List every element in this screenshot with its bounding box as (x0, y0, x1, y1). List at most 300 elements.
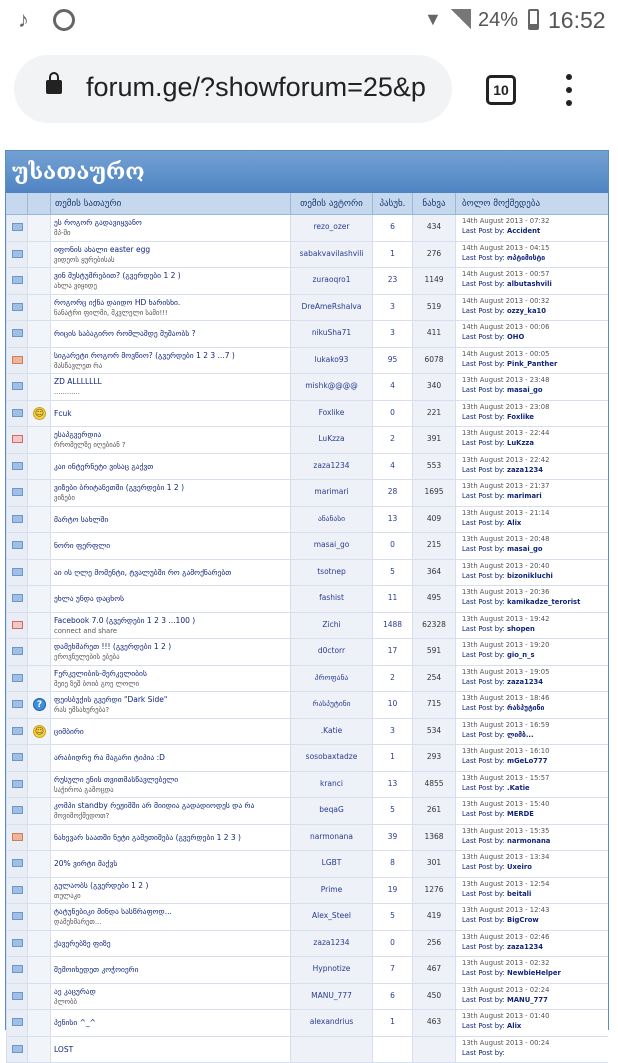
last-post-date[interactable]: 13th August 2013 - 00:24 (462, 1038, 604, 1048)
last-post-date[interactable]: 13th August 2013 - 16:10 (462, 746, 604, 756)
topic-link[interactable]: ქავერებზე ფიზე (54, 933, 287, 954)
last-post-user[interactable]: bizonikluchi (507, 572, 553, 580)
last-post-label: Last Post by: (462, 969, 505, 977)
envelope-icon (12, 886, 23, 894)
replies-count[interactable]: 0 (372, 533, 412, 559)
table-row[interactable] (6, 1037, 608, 1063)
table-row[interactable] (6, 560, 608, 587)
last-post-date[interactable]: 14th August 2013 - 07:32 (462, 216, 604, 226)
replies-count[interactable]: 4 (372, 454, 412, 480)
topic-cell (50, 957, 290, 983)
author-link[interactable]: zaza1234 (290, 454, 372, 480)
topic-link[interactable]: აი ის ღლე მომენტი, ტვალუბში რო გამოქნარებთ (54, 562, 287, 583)
topic-link[interactable]: კომპი standby რეჟიმში არ მიიდია გადადიოდეს და რა (54, 800, 287, 811)
author-link[interactable]: რასპუტინი (290, 692, 372, 718)
table-row[interactable] (6, 533, 608, 560)
author-link[interactable]: Prime (290, 878, 372, 904)
last-post-user[interactable]: albutashvili (507, 280, 552, 288)
envelope-icon (12, 833, 23, 841)
views-count: 591 (412, 639, 455, 665)
topic-link[interactable]: გულაობს (გვერდები 1 2 ) (54, 880, 287, 891)
table-row[interactable] (6, 692, 608, 719)
smiley-icon: ☺ (33, 725, 46, 738)
status-cell (6, 215, 27, 241)
table-row[interactable] (6, 772, 608, 799)
last-post-user[interactable]: MERDE (507, 810, 534, 818)
last-post-user[interactable]: Alix (507, 1022, 521, 1030)
tab-switcher-button[interactable]: 10 (486, 75, 516, 105)
replies-count[interactable]: 3 (372, 321, 412, 347)
replies-count[interactable]: 1 (372, 242, 412, 268)
last-post-date[interactable]: 13th August 2013 - 22:44 (462, 428, 604, 438)
status-cell (6, 1037, 27, 1063)
topic-link[interactable]: დამეხმარეთ !!! (გვერდები 1 2 ) (54, 641, 287, 652)
topic-cell (50, 560, 290, 586)
replies-count[interactable]: 6 (372, 984, 412, 1010)
author-link[interactable]: sosobaxtadze (290, 745, 372, 771)
table-row[interactable] (6, 374, 608, 401)
replies-count[interactable]: 2 (372, 666, 412, 692)
last-post-date[interactable]: 13th August 2013 - 18:46 (462, 693, 604, 703)
last-post-label: Last Post by: (462, 996, 505, 1004)
author-link[interactable]: DreAmeRshalva (290, 295, 372, 321)
last-post-user[interactable]: Alix (507, 519, 521, 527)
last-post-date[interactable]: 13th August 2013 - 21:14 (462, 508, 604, 518)
envelope-icon (12, 303, 23, 311)
topic-icon-cell (27, 613, 50, 639)
table-row[interactable] (6, 268, 608, 295)
table-row[interactable] (6, 454, 608, 481)
envelope-icon (12, 488, 23, 496)
views-count: 215 (412, 533, 455, 559)
last-post-user[interactable]: რასპუტინი (507, 704, 544, 712)
author-link[interactable]: zaza1234 (290, 931, 372, 957)
last-post-label: Last Post by: (462, 386, 505, 394)
topic-link[interactable]: კაი ინტერნეტი ვისაც გაქვთ (54, 456, 287, 477)
views-count: 467 (412, 957, 455, 983)
views-count: 293 (412, 745, 455, 771)
envelope-icon (12, 568, 23, 576)
header-replies[interactable]: პასუხ. (372, 193, 412, 215)
forum-title (6, 151, 608, 193)
last-post-cell (455, 242, 610, 268)
topic-link[interactable]: ნორი ფერფლი (54, 535, 287, 556)
header-views[interactable]: ნახვა (412, 193, 455, 215)
url-text[interactable]: forum.ge/?showforum=25&p (86, 72, 449, 103)
replies-count[interactable]: 3 (372, 719, 412, 745)
last-post-cell (455, 772, 610, 798)
topic-cell (50, 825, 290, 851)
topic-icon-cell (27, 560, 50, 586)
last-post-cell (455, 321, 610, 347)
author-link[interactable]: lukako93 (290, 348, 372, 374)
replies-count[interactable]: 1 (372, 1010, 412, 1036)
author-link[interactable] (290, 1037, 372, 1063)
topic-cell (50, 401, 290, 427)
replies-count[interactable]: 3 (372, 295, 412, 321)
topic-link[interactable]: ნახევარ საათში ნეტი გამეთიშება (გვერდები 1 2 3 ) (54, 827, 287, 848)
last-post-date[interactable]: 13th August 2013 - 02:32 (462, 958, 604, 968)
last-post-date[interactable]: 14th August 2013 - 00:57 (462, 269, 604, 279)
author-link[interactable]: LGBT (290, 851, 372, 877)
replies-count[interactable]: 8 (372, 851, 412, 877)
topic-cell (50, 878, 290, 904)
topic-link[interactable]: აე კაცურად (54, 986, 287, 997)
address-bar[interactable] (14, 55, 452, 123)
last-post-user[interactable]: ლიმბ... (507, 731, 534, 739)
topic-icon-cell (27, 984, 50, 1010)
author-link[interactable]: sabakvavilashvili (290, 242, 372, 268)
last-post-user[interactable]: zaza1234 (507, 678, 543, 686)
status-cell (6, 268, 27, 294)
table-row[interactable] (6, 719, 608, 746)
replies-count[interactable]: 0 (372, 931, 412, 957)
topic-description: საჭიროა გამოცდა (54, 785, 287, 795)
replies-count[interactable]: 13 (372, 772, 412, 798)
replies-count[interactable]: 95 (372, 348, 412, 374)
status-cell (6, 984, 27, 1010)
last-post-date[interactable]: 13th August 2013 - 19:20 (462, 640, 604, 650)
last-post-user[interactable]: ozzy_ka10 (507, 307, 546, 315)
last-post-label: Last Post by: (462, 810, 505, 818)
last-post-user[interactable]: NewbieHelper (507, 969, 561, 977)
last-post-label: Last Post by: (462, 890, 505, 898)
table-row[interactable] (6, 507, 608, 534)
overflow-menu-icon[interactable] (562, 74, 576, 108)
envelope-icon (12, 1018, 23, 1026)
last-post-user[interactable]: .Katie (507, 784, 530, 792)
last-post-date[interactable]: 13th August 2013 - 23:08 (462, 402, 604, 412)
author-link[interactable]: ანანასი (290, 507, 372, 533)
topic-cell (50, 1037, 290, 1063)
last-post-cell (455, 957, 610, 983)
topic-link[interactable]: ვიზები ბრიტანეთში (გვერდები 1 2 ) (54, 482, 287, 493)
topic-cell (50, 798, 290, 824)
last-post-user[interactable]: gio_n_s (507, 651, 535, 659)
last-post-date[interactable]: 13th August 2013 - 19:42 (462, 614, 604, 624)
replies-count[interactable]: 1488 (372, 613, 412, 639)
last-post-user[interactable]: zaza1234 (507, 466, 543, 474)
table-row[interactable] (6, 639, 608, 666)
author-link[interactable]: rezo_ozer (290, 215, 372, 241)
replies-count[interactable]: 19 (372, 878, 412, 904)
author-link[interactable]: Hypnotize (290, 957, 372, 983)
author-link[interactable]: kranci (290, 772, 372, 798)
last-post-cell (455, 719, 610, 745)
topic-description: ვიზები (54, 493, 287, 503)
topic-link[interactable]: არაბიდრე რა მაგარი ტიპია :D (54, 747, 287, 768)
topic-icon-cell (27, 427, 50, 453)
topic-link[interactable]: იფონის ახალი easter egg (54, 244, 287, 255)
author-link[interactable]: mishk@@@@ (290, 374, 372, 400)
topic-description: ახლა ვიყიდე (54, 281, 287, 291)
last-post-user[interactable]: Uxeiro (507, 863, 532, 871)
author-link[interactable]: nikuSha71 (290, 321, 372, 347)
replies-count[interactable]: 5 (372, 798, 412, 824)
last-post-user[interactable]: shopen (507, 625, 535, 633)
last-post-cell (455, 401, 610, 427)
topic-cell (50, 984, 290, 1010)
replies-count[interactable]: 1 (372, 745, 412, 771)
table-row[interactable] (6, 745, 608, 772)
last-post-label: Last Post by: (462, 254, 505, 262)
header-topic[interactable]: თემის სათაური (50, 193, 290, 215)
author-link[interactable]: Zichi (290, 613, 372, 639)
last-post-date[interactable]: 14th August 2013 - 00:06 (462, 322, 604, 332)
topic-cell (50, 904, 290, 930)
battery-level: 24% (478, 9, 518, 32)
last-post-user[interactable]: OHO (507, 333, 524, 341)
topic-cell (50, 692, 290, 718)
topic-icon-cell (27, 586, 50, 612)
last-post-date[interactable]: 13th August 2013 - 22:42 (462, 455, 604, 465)
replies-count[interactable]: 0 (372, 401, 412, 427)
topic-link[interactable]: ფეისბუქის გვერდი "Dark Side" (54, 694, 287, 705)
topic-link[interactable]: სიგარეტი როგორ მოვწიო? (გვერდები 1 2 3 ...7 ) (54, 350, 287, 361)
author-link[interactable]: narmonana (290, 825, 372, 851)
author-link[interactable]: marimari (290, 480, 372, 506)
last-post-user[interactable]: beitali (507, 890, 531, 898)
table-row[interactable] (6, 666, 608, 693)
last-post-date[interactable]: 13th August 2013 - 16:59 (462, 720, 604, 730)
author-link[interactable]: alexandrius (290, 1010, 372, 1036)
last-post-date[interactable]: 13th August 2013 - 01:40 (462, 1011, 604, 1021)
author-link[interactable]: fashist (290, 586, 372, 612)
status-cell (6, 242, 27, 268)
topic-icon-cell (27, 215, 50, 241)
author-link[interactable]: beqaG (290, 798, 372, 824)
last-post-label: Last Post by: (462, 1049, 505, 1057)
table-row[interactable] (6, 798, 608, 825)
last-post-cell (455, 295, 610, 321)
table-row[interactable] (6, 613, 608, 640)
last-post-user[interactable]: kamikadze_terorist (507, 598, 580, 606)
smiley-icon: ☺ (33, 407, 46, 420)
replies-count[interactable]: 5 (372, 560, 412, 586)
last-post-user[interactable]: mGeLo777 (507, 757, 547, 765)
topic-link[interactable]: ZD ALLLLLLL (54, 376, 287, 387)
topic-link[interactable]: Facebook 7.0 (გვერდები 1 2 3 ...100 ) (54, 615, 287, 626)
last-post-date[interactable]: 13th August 2013 - 13:34 (462, 852, 604, 862)
last-post-user[interactable]: zaza1234 (507, 943, 543, 951)
header-author[interactable]: თემის ავტორი (290, 193, 372, 215)
chrome-icon (53, 9, 75, 31)
status-cell (6, 692, 27, 718)
author-link[interactable]: LuKzza (290, 427, 372, 453)
envelope-icon (12, 276, 23, 284)
replies-count[interactable] (372, 1037, 412, 1063)
table-row[interactable] (6, 878, 608, 905)
topic-link[interactable]: ვინ მუსტუმრებით? (გვერდები 1 2 ) (54, 270, 287, 281)
status-cell (6, 480, 27, 506)
last-post-label: Last Post by: (462, 757, 505, 765)
status-cell (6, 401, 27, 427)
header-last-action[interactable]: ბოლო მოქმედება (455, 193, 610, 215)
topic-link[interactable]: რიცის საბაგირო რომლამდე მუშაობს ? (54, 323, 287, 344)
replies-count[interactable]: 11 (372, 586, 412, 612)
last-post-date[interactable]: 13th August 2013 - 15:40 (462, 799, 604, 809)
last-post-date[interactable]: 13th August 2013 - 02:46 (462, 932, 604, 942)
replies-count[interactable]: 17 (372, 639, 412, 665)
topic-link[interactable]: ციმბირი (54, 721, 287, 742)
topic-link[interactable]: LOST (54, 1039, 287, 1060)
topic-link[interactable]: Fერკელიბის-მერკელიბის (54, 668, 287, 679)
last-post-date[interactable]: 14th August 2013 - 00:05 (462, 349, 604, 359)
replies-count[interactable]: 23 (372, 268, 412, 294)
status-cell (6, 666, 27, 692)
envelope-icon (12, 939, 23, 947)
status-cell (6, 560, 27, 586)
table-row[interactable] (6, 851, 608, 878)
last-post-user[interactable]: Foxlike (507, 413, 534, 421)
envelope-icon (12, 356, 23, 364)
last-post-user[interactable]: masai_go (507, 386, 543, 394)
author-link[interactable]: პროფანა (290, 666, 372, 692)
replies-count[interactable]: 7 (372, 957, 412, 983)
battery-icon (528, 9, 539, 30)
last-post-date[interactable]: 13th August 2013 - 20:36 (462, 587, 604, 597)
status-cell (6, 586, 27, 612)
topic-link[interactable]: ეს როგორ გადავიყვანო (54, 217, 287, 228)
table-row[interactable] (6, 401, 608, 428)
table-row[interactable] (6, 825, 608, 852)
topic-cell (50, 533, 290, 559)
author-link[interactable]: Alex_Steel (290, 904, 372, 930)
topic-link[interactable]: Fcuk (54, 403, 287, 424)
table-row[interactable] (6, 242, 608, 269)
last-post-date[interactable]: 13th August 2013 - 20:40 (462, 561, 604, 571)
last-post-date[interactable]: 14th August 2013 - 04:15 (462, 243, 604, 253)
last-post-label: Last Post by: (462, 784, 505, 792)
topic-link[interactable]: შემოიხედეთ კოჭოიერი (54, 959, 287, 980)
status-cell (6, 533, 27, 559)
status-cell (6, 878, 27, 904)
table-row[interactable] (6, 215, 608, 242)
table-row[interactable] (6, 904, 608, 931)
last-post-date[interactable]: 13th August 2013 - 20:48 (462, 534, 604, 544)
music-icon: ♪ (18, 7, 29, 33)
views-count: 495 (412, 586, 455, 612)
table-row[interactable] (6, 1010, 608, 1037)
topic-description: ვიდეოს ყურებისას (54, 255, 287, 265)
replies-count[interactable]: 2 (372, 427, 412, 453)
last-post-label: Last Post by: (462, 863, 505, 871)
last-post-cell (455, 480, 610, 506)
replies-count[interactable]: 6 (372, 215, 412, 241)
topic-icon-cell (27, 957, 50, 983)
last-post-user[interactable]: ოპტიმისტი (507, 254, 545, 262)
topic-link[interactable]: ესაპგვერდია (54, 429, 287, 440)
table-row[interactable] (6, 480, 608, 507)
last-post-label: Last Post by: (462, 731, 505, 739)
last-post-date[interactable]: 14th August 2013 - 00:32 (462, 296, 604, 306)
table-row[interactable] (6, 586, 608, 613)
last-post-date[interactable]: 13th August 2013 - 19:05 (462, 667, 604, 677)
envelope-icon (12, 912, 23, 920)
last-post-date[interactable]: 13th August 2013 - 23:48 (462, 375, 604, 385)
table-row[interactable] (6, 427, 608, 454)
topic-cell (50, 321, 290, 347)
topic-link[interactable]: ტატუნებიკი მინდა სასწრაფოდ... (54, 906, 287, 917)
author-link[interactable]: zuraoqro1 (290, 268, 372, 294)
last-post-date[interactable]: 13th August 2013 - 12:54 (462, 879, 604, 889)
last-post-user[interactable]: Accident (507, 227, 540, 235)
author-link[interactable]: d0ctorr (290, 639, 372, 665)
clock: 16:52 (548, 7, 606, 34)
table-row[interactable] (6, 295, 608, 322)
topic-icon-cell (27, 295, 50, 321)
author-link[interactable]: tsotnep (290, 560, 372, 586)
last-post-date[interactable]: 13th August 2013 - 15:57 (462, 773, 604, 783)
author-link[interactable]: Foxlike (290, 401, 372, 427)
topic-link[interactable]: რუსული ენის თვითმასწავლებელი (54, 774, 287, 785)
last-post-date[interactable]: 13th August 2013 - 12:43 (462, 905, 604, 915)
status-cell (6, 1010, 27, 1036)
last-post-date[interactable]: 13th August 2013 - 02:24 (462, 985, 604, 995)
table-row[interactable] (6, 984, 608, 1011)
views-count: 256 (412, 931, 455, 957)
replies-count[interactable]: 28 (372, 480, 412, 506)
table-row[interactable] (6, 957, 608, 984)
last-post-user[interactable]: LuKzza (507, 439, 534, 447)
last-post-label: Last Post by: (462, 545, 505, 553)
last-post-label: Last Post by: (462, 360, 505, 368)
author-link[interactable]: masai_go (290, 533, 372, 559)
table-header (6, 193, 608, 215)
topic-link[interactable]: 20% ვირტი მაქვს (54, 853, 287, 874)
views-count: 450 (412, 984, 455, 1010)
last-post-label: Last Post by: (462, 466, 505, 474)
views-count: 340 (412, 374, 455, 400)
last-post-date[interactable]: 13th August 2013 - 15:35 (462, 826, 604, 836)
replies-count[interactable]: 39 (372, 825, 412, 851)
topic-description: მეიე ზეშ ბოიბ გოე ლოლი (54, 679, 287, 689)
author-link[interactable]: MANU_777 (290, 984, 372, 1010)
topic-icon-cell (27, 268, 50, 294)
last-post-user[interactable]: BigCrow (507, 916, 539, 924)
envelope-icon (12, 329, 23, 337)
last-post-user[interactable]: MANU_777 (507, 996, 548, 1004)
table-row[interactable] (6, 321, 608, 348)
author-link[interactable]: .Katie (290, 719, 372, 745)
topic-cell (50, 268, 290, 294)
replies-count[interactable]: 5 (372, 904, 412, 930)
last-post-user[interactable]: narmonana (507, 837, 550, 845)
topic-link[interactable]: ეხლა უნდა დაცხოს (54, 588, 287, 609)
envelope-icon (12, 753, 23, 761)
envelope-icon (12, 435, 23, 443)
last-post-label: Last Post by: (462, 916, 505, 924)
last-post-cell (455, 454, 610, 480)
topic-icon-cell (27, 931, 50, 957)
last-post-user[interactable]: Pink_Panther (507, 360, 557, 368)
replies-count[interactable]: 4 (372, 374, 412, 400)
envelope-icon (12, 621, 23, 629)
views-count: 221 (412, 401, 455, 427)
topic-link[interactable]: მარტო სახლში (54, 509, 287, 530)
topic-icon-cell (27, 321, 50, 347)
last-post-user[interactable]: marimari (507, 492, 542, 500)
topic-link[interactable]: როგორც იქნა დაიდო HD ხარისხი. (54, 297, 287, 308)
replies-count[interactable]: 10 (372, 692, 412, 718)
replies-count[interactable]: 13 (372, 507, 412, 533)
table-row[interactable] (6, 931, 608, 958)
last-post-date[interactable]: 13th August 2013 - 21:37 (462, 481, 604, 491)
table-row[interactable] (6, 348, 608, 375)
topic-link[interactable]: პენისი ^_^ (54, 1012, 287, 1033)
last-post-user[interactable]: masai_go (507, 545, 543, 553)
last-post-label: Last Post by: (462, 307, 505, 315)
